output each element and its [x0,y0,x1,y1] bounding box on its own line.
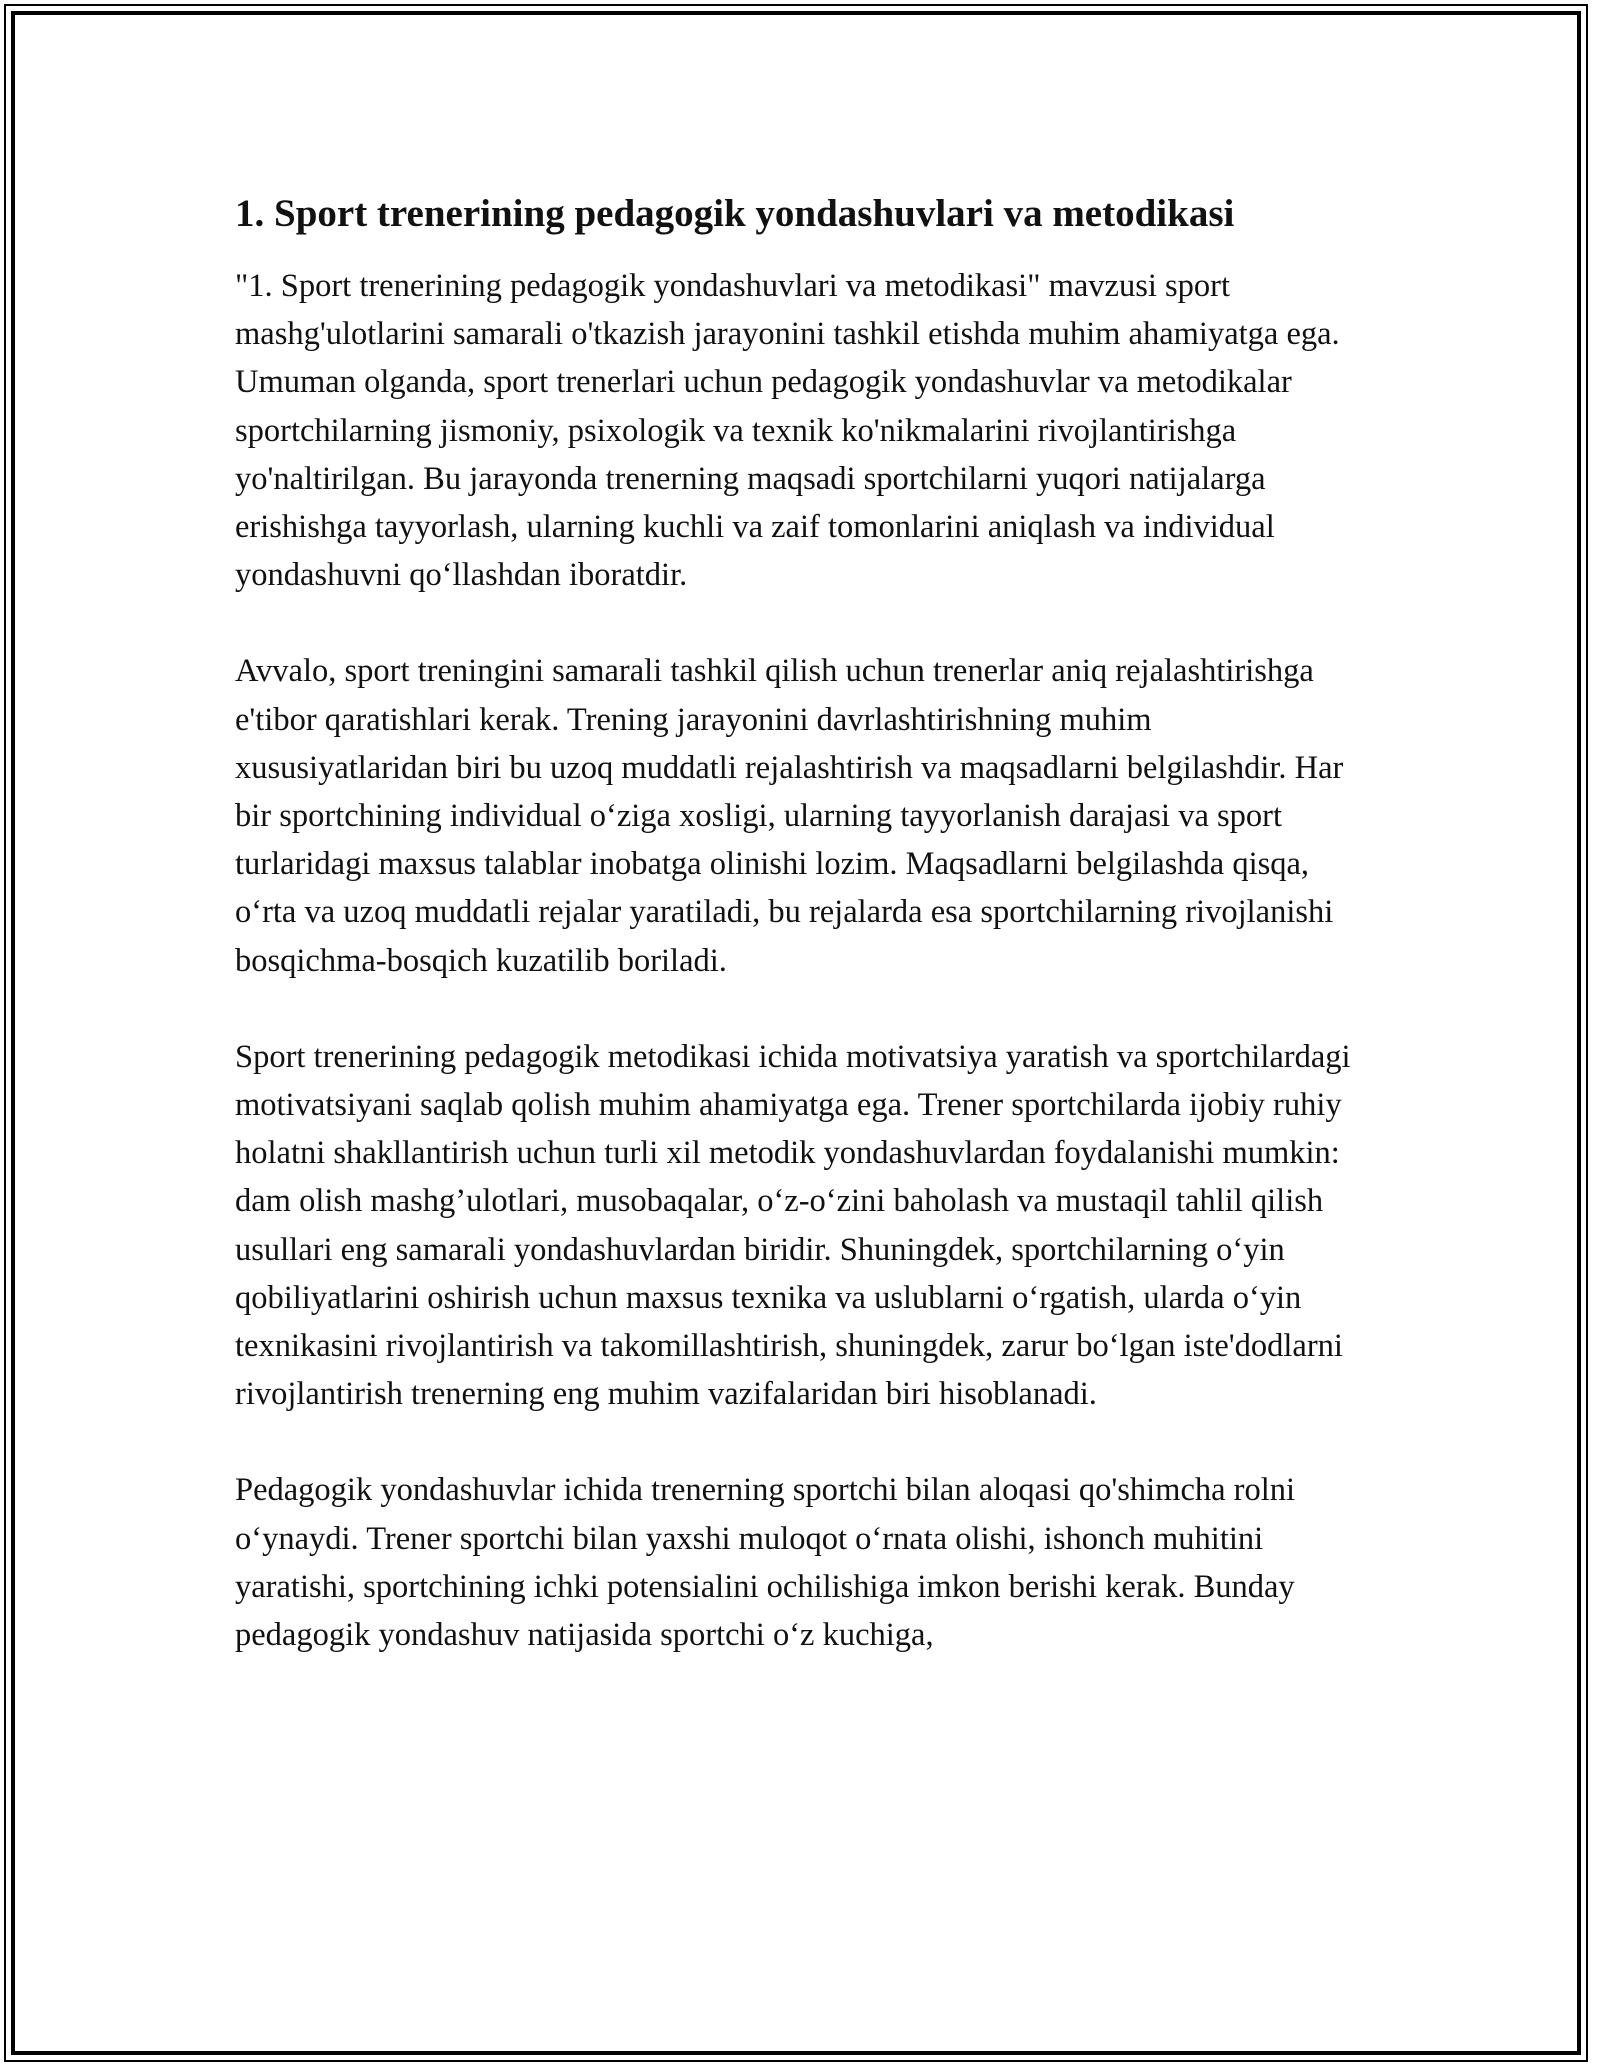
paragraph-4: Pedagogik yondashuvlar ichida trenerning sportchi bilan aloqasi qo'shimcha rolni o‘ynaydi. Trener sportchi bilan yaxshi muloqot o‘rnata olishi, ishonch muhitini yaratishi, sportchining ichki potensialini ochilishiga imkon berishi kerak. Bunday pedagogik yondashuv natijasida sportchi o‘z kuchiga, [235,1472,1296,1654]
paragraph-3: Sport trenerining pedagogik metodikasi ichida motivatsiya yaratish va sportchilardagi motivatsiyani saqlab qolish muhim ahamiyatga ega. Trener sportchilarda ijobiy ruhiy holatni shakllantirish uchun turli xil metodik yondashuvlardan foydalanishi mumkin: dam olish mashg’ulotlari, musobaqalar, o‘z-o‘zini baholash va mustaqil tahlil qilish usullari eng samarali yondashuvlardan biridir. Shuningdek, sportchilarning o‘yin qobiliyatlarini oshirish uchun maxsus texnika va uslublarni o‘rgatish, ularda o‘yin texnikasini rivojlantirish va takomillashtirish, shuningdek, zarur bo‘lgan iste'dodlarni rivojlantirish trenerning eng muhim vazifalaridan biri hisoblanadi. [235,1038,1351,1413]
document-body [235,188,1365,1707]
section-heading: 1. Sport trenerining pedagogik yondashuvlari va metodikasi [235,192,1235,235]
paragraph-2: Avvalo, sport treningini samarali tashkil qilish uchun trenerlar aniq rejalashtirishga e'tibor qaratishlari kerak. Trening jarayonini davrlashtirishning muhim xususiyatlaridan biri bu uzoq muddatli rejalashtirish va maqsadlarni belgilashdir. Har bir sportchining individual o‘ziga xosligi, ularning tayyorlanish darajasi va sport turlaridagi maxsus talablar inobatga olinishi lozim. Maqsadlarni belgilashda qisqa, o‘rta va uzoq muddatli rejalar yaratiladi, bu rejalarda esa sportchilarning rivojlanishi bosqichma-bosqich kuzatilib boriladi. [235,653,1344,979]
paragraph-1: "1. Sport trenerining pedagogik yondashuvlari va metodikasi" mavzusi sport mashg'ulotlarini samarali o'tkazish jarayonini tashkil etishda muhim ahamiyatga ega. Umuman olganda, sport trenerlari uchun pedagogik yondashuvlar va metodikalar sportchilarning jismoniy, psixologik va texnik ko'nikmalarini rivojlantirishga yo'naltirilgan. Bu jarayonda trenerning maqsadi sportchilarni yuqori natijalarga erishishga tayyorlash, ularning kuchli va zaif tomonlarini aniqlash va individual yondashuvni qo‘llashdan iboratdir. [235,268,1340,594]
